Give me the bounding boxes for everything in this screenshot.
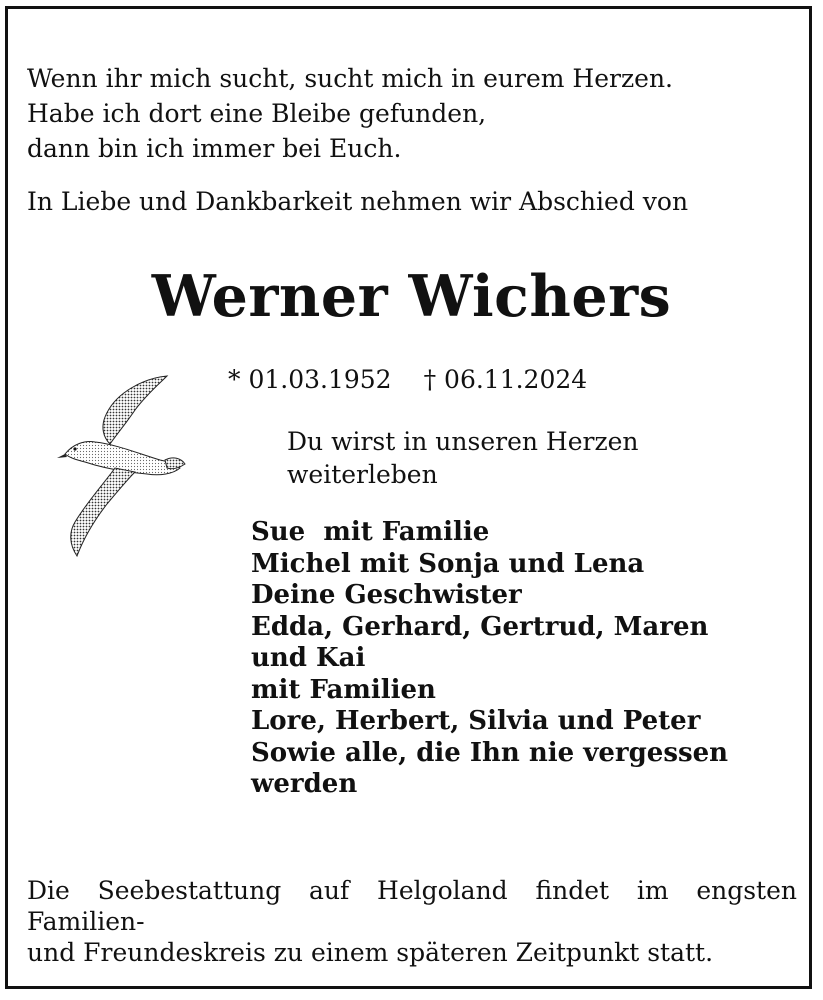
poem bbox=[27, 61, 787, 166]
mourner-line: Sue mit Familie bbox=[251, 517, 490, 547]
mourner-line: und Kai bbox=[251, 643, 366, 673]
poem-line: Habe ich dort eine Bleibe gefunden, bbox=[27, 99, 487, 128]
death-date: † 06.11.2024 bbox=[423, 365, 588, 394]
quote bbox=[287, 425, 639, 491]
intro-text: In Liebe und Dankbarkeit nehmen wir Abschied von bbox=[27, 187, 689, 216]
mourners-list bbox=[251, 517, 728, 801]
quote-line: weiterleben bbox=[287, 460, 438, 489]
mourner-line: Lore, Herbert, Silvia und Peter bbox=[251, 706, 701, 736]
quote-line: Du wirst in unseren Herzen bbox=[287, 427, 639, 456]
life-dates bbox=[228, 362, 587, 397]
deceased-name: Werner Wichers bbox=[151, 263, 672, 330]
poem-line: Wenn ihr mich sucht, sucht mich in eurem Herzen. bbox=[27, 64, 673, 93]
closing-notice bbox=[27, 875, 797, 968]
closing-line: und Freundeskreis zu einem späteren Zeitpunkt statt. bbox=[27, 938, 714, 967]
mourner-line: Sowie alle, die Ihn nie vergessen bbox=[251, 737, 729, 768]
seagull-icon bbox=[55, 372, 190, 562]
closing-line: Familien- bbox=[27, 907, 145, 936]
birth-date: * 01.03.1952 bbox=[228, 365, 392, 394]
mourner-line: werden bbox=[251, 769, 358, 799]
mourner-line: mit Familien bbox=[251, 674, 436, 705]
mourner-line: Deine Geschwister bbox=[251, 580, 522, 610]
mourner-line: Michel mit Sonja und Lena bbox=[251, 548, 645, 579]
mourner-line: Edda, Gerhard, Gertrud, Maren bbox=[251, 611, 709, 642]
poem-line: dann bin ich immer bei Euch. bbox=[27, 134, 402, 163]
closing-line: Die Seebestattung auf Helgoland findet im engsten bbox=[27, 876, 797, 905]
